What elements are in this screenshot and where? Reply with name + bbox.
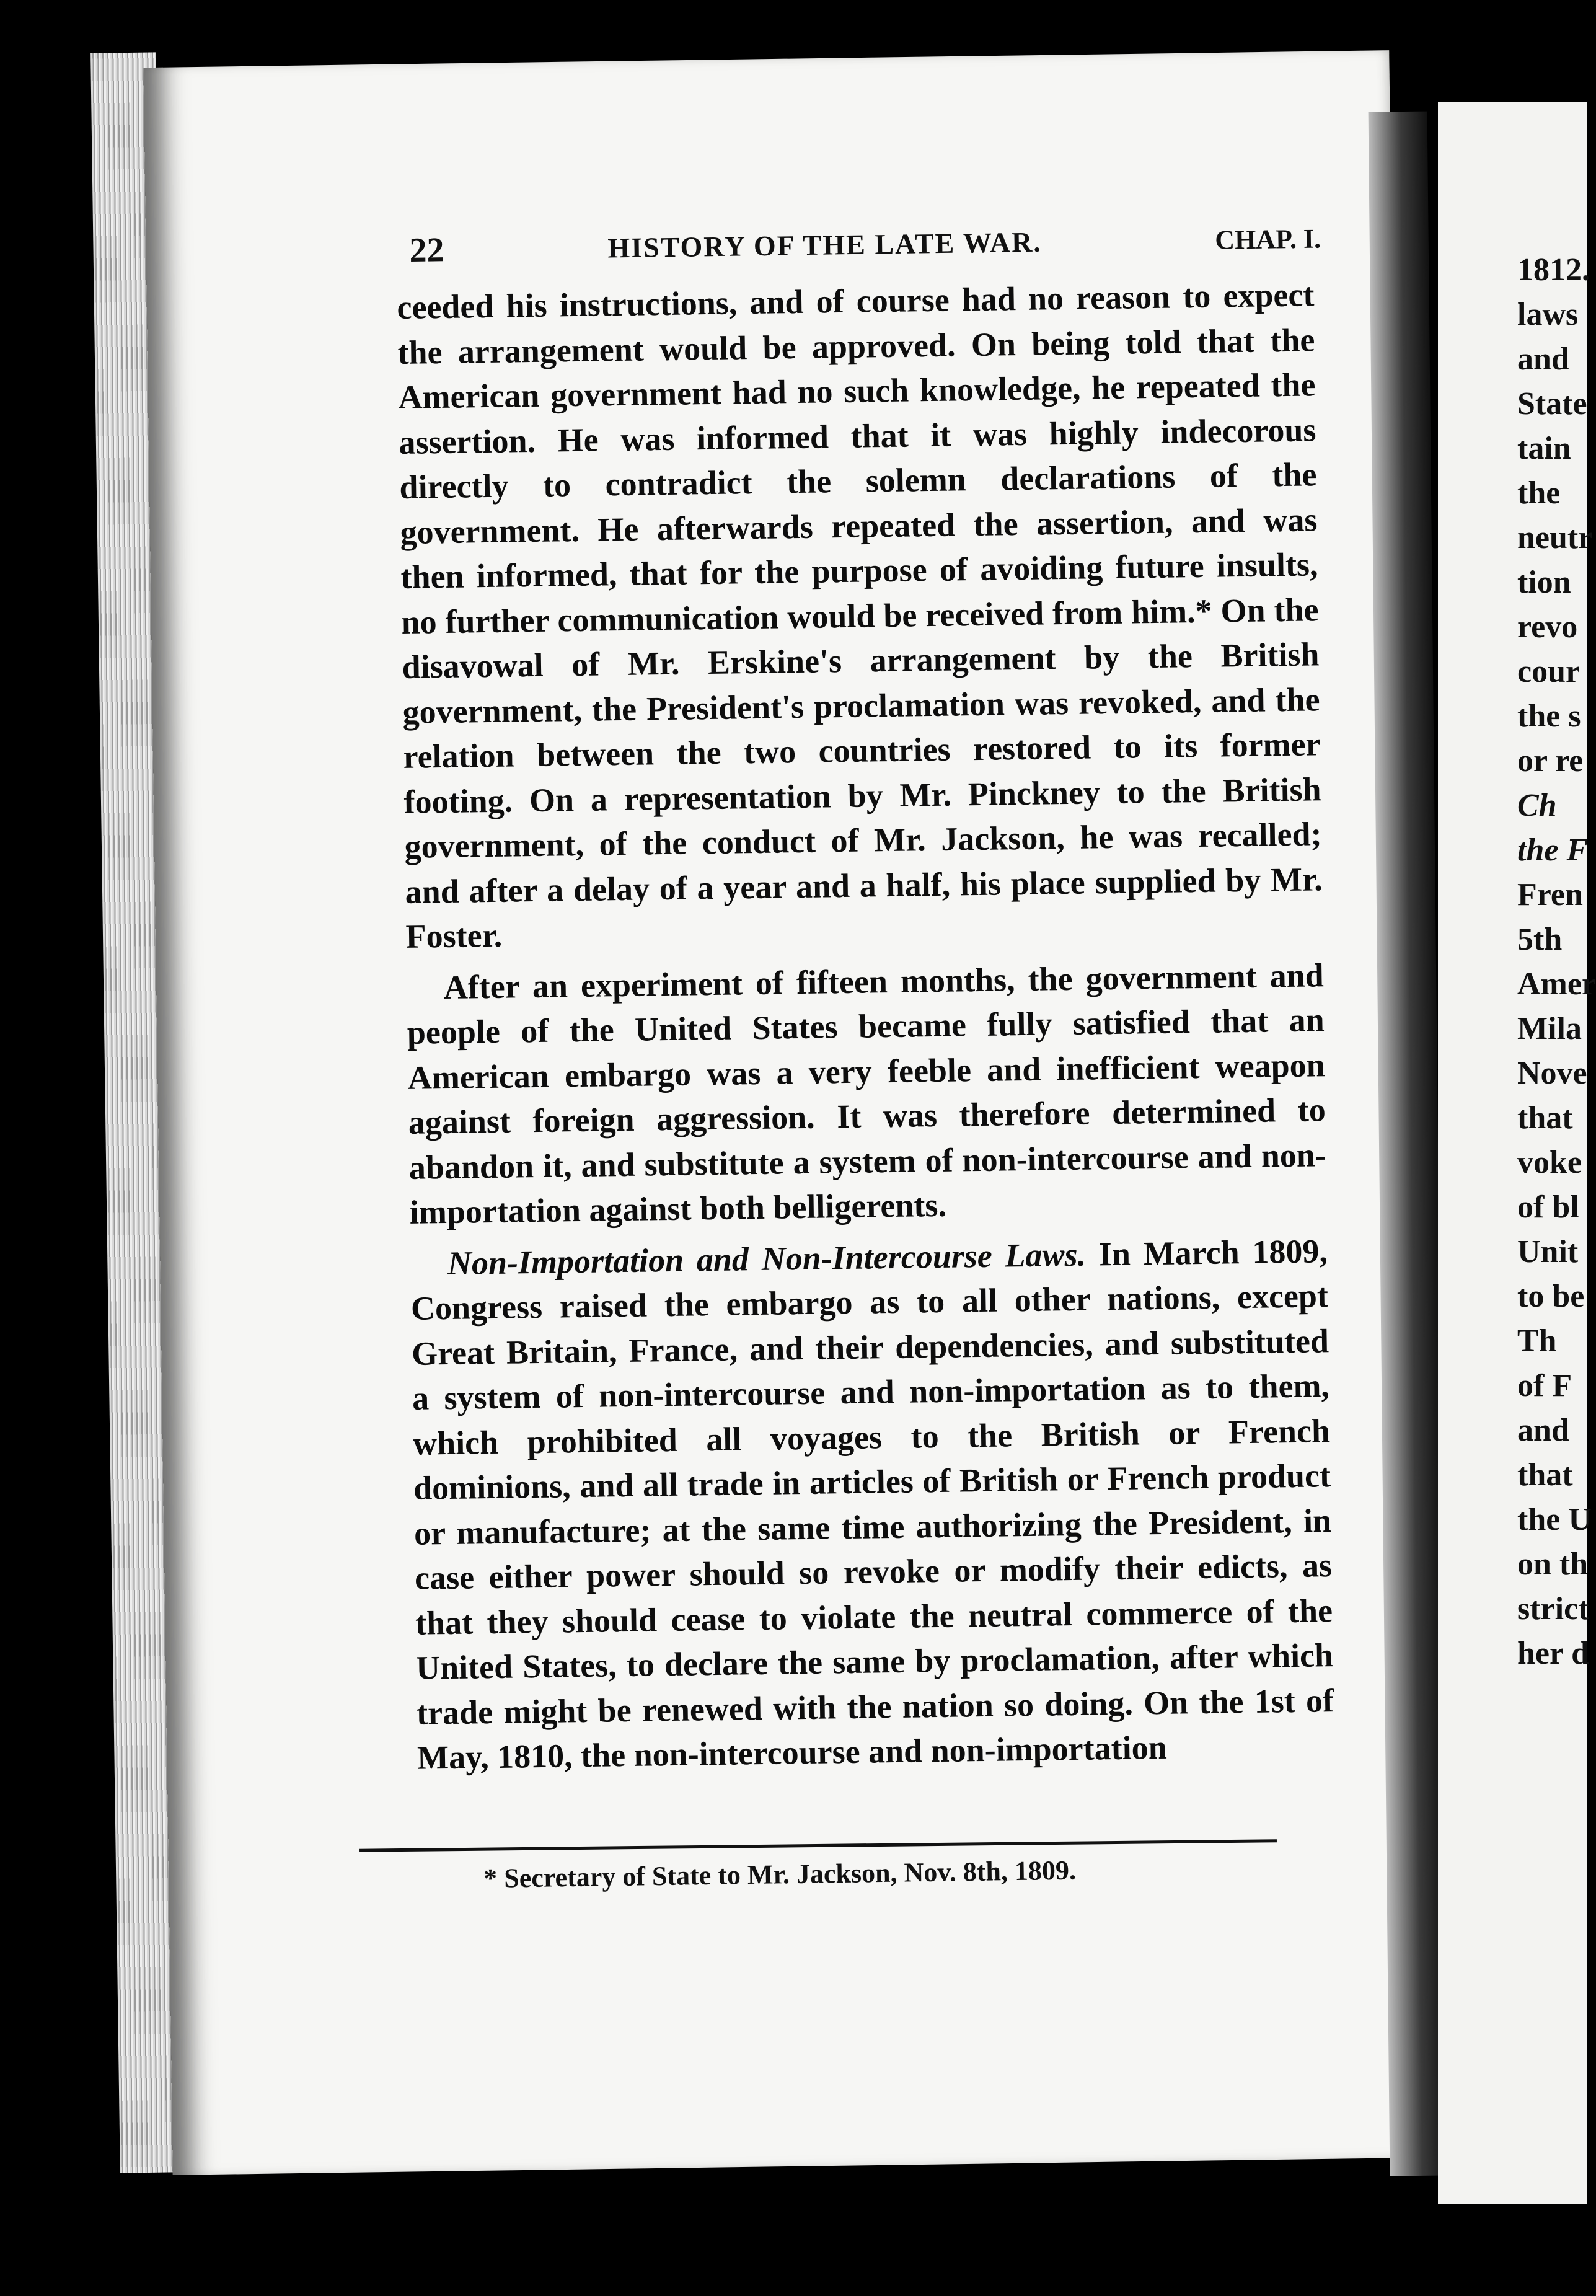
right-page-line: on th [1517, 1547, 1589, 1582]
right-page-line: cour [1517, 654, 1581, 689]
right-page-line: or re [1517, 743, 1584, 779]
right-page-lines [1517, 293, 1596, 1676]
right-page-line: Amer [1517, 966, 1596, 1002]
right-page-line: her d [1517, 1636, 1590, 1671]
right-page-line: the U [1517, 1502, 1592, 1537]
footnote: * Secretary of State to Mr. Jackson, Nov. 8th, 1809. [483, 1855, 1077, 1894]
paragraph-2: After an experiment of fifteen months, the government and people of the United States became fully satisfied that an American embargo was a very feeble and inefficient weapon against foreign aggression. It was therefore determined to abandon it, and substitute a system of non-intercourse and non-importation against both belligerents. [407, 956, 1327, 1231]
right-page-line: revo [1517, 609, 1578, 645]
body-text [397, 272, 1335, 1780]
right-page-line: Unit [1517, 1234, 1579, 1269]
side-heading: Non-Importation and Non-Intercourse Laws. [447, 1235, 1087, 1282]
right-page-line: the s [1517, 699, 1581, 734]
page-number: 22 [409, 231, 444, 270]
right-page-text [1517, 248, 1596, 1676]
right-page-line: Fren [1517, 877, 1583, 912]
paragraph-3-text: In March 1809, Congress raised the embargo as to all other nations, except Great Britain, France, and their dependencies, and substituted a system of non-intercourse and non-importation as to them, which prohibited all voyages to the British or French dominions, and all trade in articles of British or French product or manufacture; at the same time authorizing the President, in case either power should so revoke or modify their edicts, as that they should cease to violate the neutral commerce of the United States, to declare the same by proclamation, after which trade might be renewed with the nation so doing. On the 1st of May, 1810, the non-intercourse and non-importation [410, 1232, 1334, 1777]
right-page-line: the F [1517, 832, 1589, 868]
right-page-line: that [1517, 1100, 1573, 1136]
right-page-line: and [1517, 1413, 1569, 1448]
right-page-line: voke [1517, 1145, 1582, 1180]
paragraph-3 [410, 1229, 1335, 1781]
right-page-line: the [1517, 475, 1561, 511]
right-page-line: Mila [1517, 1011, 1582, 1046]
right-page-line: neutr [1517, 520, 1593, 555]
right-running-head: 1812. [1517, 252, 1590, 288]
right-page-line: of F [1517, 1368, 1572, 1403]
right-page-line: Th [1517, 1323, 1557, 1359]
running-title: HISTORY OF THE LATE WAR. [607, 226, 1043, 264]
right-page-line: tion [1517, 565, 1571, 600]
chapter-label: CHAP. I. [1214, 223, 1321, 255]
right-page-line: 5th [1517, 922, 1563, 957]
right-page-line: of bl [1517, 1190, 1579, 1225]
paragraph-1: ceeded his instructions, and of course had no reason to expect the arrangement would be approved. On being told that the American government had no such knowledge, he repeated the assertion. He was informed that it was highly indecorous directly to contradict the solemn declarations of the government. He afterwards repeated the assertion, and was then informed, that for the purpose of avoiding future insults, no further communication would be received from him.* On the disavowal of Mr. Erskine's arrangement by the British government, the President's proclamation was revoked, and the relation between the two countries restored to its former footing. On a representation by Mr. Pinckney to the British government, of the conduct of Mr. Jackson, he was recalled; and after a delay of a year and a half, his place supplied by Mr. Foster. [397, 276, 1323, 955]
right-page-line: laws [1517, 297, 1579, 332]
right-page-line: tain [1517, 431, 1571, 466]
right-page-line: Ch [1517, 788, 1557, 823]
right-page-line: strict [1517, 1591, 1589, 1627]
right-page-line: that [1517, 1457, 1573, 1493]
right-page-line: to be [1517, 1279, 1585, 1314]
right-page-line: and [1517, 342, 1569, 377]
right-page-line: State [1517, 386, 1587, 422]
right-page-line: Nove [1517, 1056, 1587, 1091]
